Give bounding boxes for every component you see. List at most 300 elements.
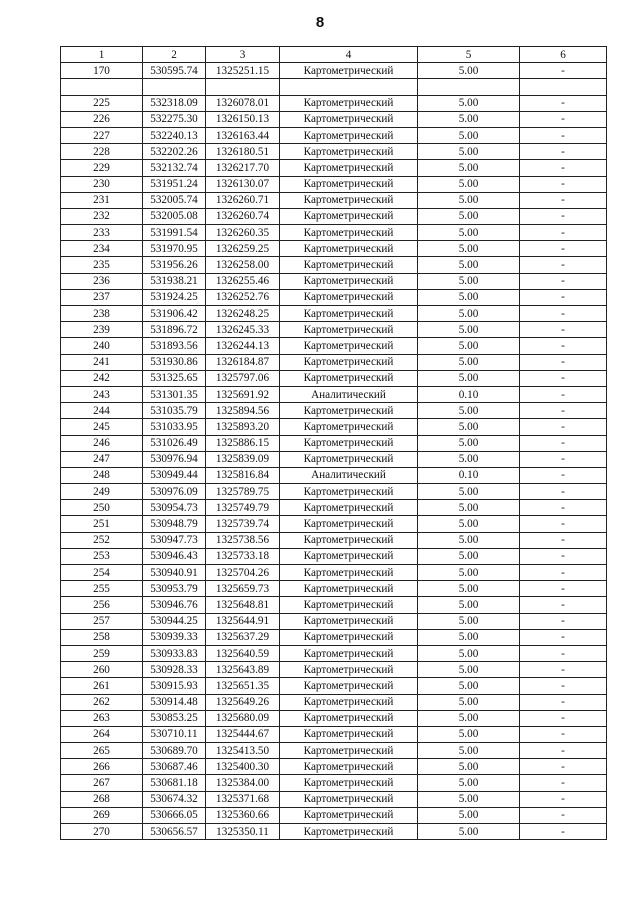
table-cell: 1325816.84 [206, 467, 280, 483]
table-row [61, 726, 607, 742]
table-cell: - [520, 257, 607, 273]
table-cell: 247 [61, 451, 143, 467]
table-row [61, 111, 607, 127]
table-cell: Картометрический [280, 791, 418, 807]
table-cell: 1326078.01 [206, 95, 280, 111]
table-cell: 530946.43 [143, 548, 206, 564]
table-cell: 5.00 [418, 322, 520, 338]
table-cell: 530976.09 [143, 484, 206, 500]
table-cell: 5.00 [418, 710, 520, 726]
table-cell: - [520, 192, 607, 208]
table-cell: 241 [61, 354, 143, 370]
table-cell: 246 [61, 435, 143, 451]
table-cell: 1325789.75 [206, 484, 280, 500]
table-cell: 1326258.00 [206, 257, 280, 273]
table-cell: 5.00 [418, 548, 520, 564]
table-cell: 530914.48 [143, 694, 206, 710]
table-cell: 532202.26 [143, 144, 206, 160]
table-cell: 5.00 [418, 565, 520, 581]
table-cell: 5.00 [418, 338, 520, 354]
table-cell: 5.00 [418, 354, 520, 370]
table-cell: 531938.21 [143, 273, 206, 289]
table-row [61, 370, 607, 386]
table-cell: 269 [61, 807, 143, 823]
table-cell: 259 [61, 645, 143, 661]
table-cell: - [520, 581, 607, 597]
table-row [61, 289, 607, 305]
table-cell: 1325680.09 [206, 710, 280, 726]
table-cell: - [520, 435, 607, 451]
table-cell: Картометрический [280, 144, 418, 160]
table-cell: Картометрический [280, 225, 418, 241]
table-cell: 250 [61, 500, 143, 516]
table-cell: - [520, 241, 607, 257]
table-cell: Картометрический [280, 581, 418, 597]
table-cell: - [520, 338, 607, 354]
table-cell: 228 [61, 144, 143, 160]
table-cell: 1326180.51 [206, 144, 280, 160]
table-row [61, 662, 607, 678]
table-cell: Картометрический [280, 289, 418, 305]
table-cell: - [520, 791, 607, 807]
table-cell: 531893.56 [143, 338, 206, 354]
table-cell: 225 [61, 95, 143, 111]
table-cell: 255 [61, 581, 143, 597]
table-cell [520, 79, 607, 95]
column-header: 4 [280, 47, 418, 63]
table-cell: 530674.32 [143, 791, 206, 807]
table-cell: Картометрический [280, 403, 418, 419]
table-cell: 263 [61, 710, 143, 726]
table-cell: 1325704.26 [206, 565, 280, 581]
table-cell: Картометрический [280, 484, 418, 500]
table-cell: 1325640.59 [206, 645, 280, 661]
table-cell: 1326260.74 [206, 208, 280, 224]
table-row [61, 79, 607, 95]
table-cell: Картометрический [280, 160, 418, 176]
table-cell: Картометрический [280, 662, 418, 678]
table-cell: 5.00 [418, 225, 520, 241]
table-cell: 1326217.70 [206, 160, 280, 176]
table-cell: 1326163.44 [206, 127, 280, 143]
table-cell: 242 [61, 370, 143, 386]
column-header: 1 [61, 47, 143, 63]
table-cell: 239 [61, 322, 143, 338]
table-cell: 243 [61, 386, 143, 402]
table-cell: 268 [61, 791, 143, 807]
table-cell: 1326244.13 [206, 338, 280, 354]
table-cell: 531930.86 [143, 354, 206, 370]
table-cell: 531970.95 [143, 241, 206, 257]
table-cell: 530933.83 [143, 645, 206, 661]
table-cell: 531956.26 [143, 257, 206, 273]
table-cell [61, 79, 143, 95]
table-cell: Картометрический [280, 451, 418, 467]
table-cell: 232 [61, 208, 143, 224]
table-cell: 5.00 [418, 111, 520, 127]
table-row [61, 824, 607, 840]
table-cell: - [520, 565, 607, 581]
table-cell: 530595.74 [143, 63, 206, 79]
table-cell: 532005.08 [143, 208, 206, 224]
table-cell: 530689.70 [143, 743, 206, 759]
table-cell: - [520, 95, 607, 111]
table-cell: 530656.57 [143, 824, 206, 840]
table-cell: - [520, 419, 607, 435]
table-cell: 1325749.79 [206, 500, 280, 516]
table-row [61, 565, 607, 581]
table-cell: Картометрический [280, 257, 418, 273]
coordinates-table [60, 46, 607, 840]
table-cell: 1326184.87 [206, 354, 280, 370]
table-cell: - [520, 516, 607, 532]
table-row [61, 678, 607, 694]
table-row [61, 208, 607, 224]
table-cell: 244 [61, 403, 143, 419]
table-cell: 1325400.30 [206, 759, 280, 775]
table-row [61, 451, 607, 467]
table-cell: - [520, 726, 607, 742]
table-cell: - [520, 775, 607, 791]
table-row [61, 532, 607, 548]
table-cell: 236 [61, 273, 143, 289]
table-cell: 1325738.56 [206, 532, 280, 548]
table-cell: 5.00 [418, 662, 520, 678]
table-cell: Картометрический [280, 548, 418, 564]
table-row [61, 144, 607, 160]
table-cell: 5.00 [418, 597, 520, 613]
table-cell: - [520, 613, 607, 629]
table-row [61, 629, 607, 645]
table-cell: 5.00 [418, 516, 520, 532]
table-cell: Картометрический [280, 694, 418, 710]
table-cell: - [520, 532, 607, 548]
table-cell: 252 [61, 532, 143, 548]
table-cell: Картометрический [280, 613, 418, 629]
table-cell: 1325797.06 [206, 370, 280, 386]
table-cell: 532275.30 [143, 111, 206, 127]
table-cell: 530666.05 [143, 807, 206, 823]
table-cell: 5.00 [418, 241, 520, 257]
table-row [61, 467, 607, 483]
table-cell: Картометрический [280, 726, 418, 742]
table-cell: Картометрический [280, 176, 418, 192]
table-cell: 5.00 [418, 678, 520, 694]
table-row [61, 759, 607, 775]
column-header: 3 [206, 47, 280, 63]
page-number: 8 [315, 14, 325, 31]
table-cell: 1325444.67 [206, 726, 280, 742]
table-row [61, 257, 607, 273]
table-cell: - [520, 160, 607, 176]
table-cell: - [520, 208, 607, 224]
table-cell: 531026.49 [143, 435, 206, 451]
table-cell: 530939.33 [143, 629, 206, 645]
table-cell: - [520, 694, 607, 710]
table-cell: 5.00 [418, 791, 520, 807]
table-row [61, 645, 607, 661]
table-cell: Картометрический [280, 565, 418, 581]
table-cell: 531301.35 [143, 386, 206, 402]
table-cell: 530928.33 [143, 662, 206, 678]
table-cell: - [520, 824, 607, 840]
table-cell: 530947.73 [143, 532, 206, 548]
table-cell: 530946.76 [143, 597, 206, 613]
table-cell: 531896.72 [143, 322, 206, 338]
table-cell: 5.00 [418, 289, 520, 305]
table-cell: Картометрический [280, 338, 418, 354]
table-cell: 530954.73 [143, 500, 206, 516]
table-cell: Картометрический [280, 532, 418, 548]
table-cell: 5.00 [418, 613, 520, 629]
table-cell: 1325651.35 [206, 678, 280, 694]
table-cell: 5.00 [418, 500, 520, 516]
table-cell: 532005.74 [143, 192, 206, 208]
table-cell: 266 [61, 759, 143, 775]
table-cell: Картометрический [280, 775, 418, 791]
table-cell: - [520, 176, 607, 192]
table-cell: 5.00 [418, 532, 520, 548]
table-cell: 1325649.26 [206, 694, 280, 710]
table-cell: 0.10 [418, 467, 520, 483]
table-cell: 531924.25 [143, 289, 206, 305]
table-row [61, 273, 607, 289]
table-cell: 532132.74 [143, 160, 206, 176]
table-cell: Картометрический [280, 322, 418, 338]
table-row [61, 306, 607, 322]
table-cell: 5.00 [418, 370, 520, 386]
table-cell: 1326252.76 [206, 289, 280, 305]
table-cell: 265 [61, 743, 143, 759]
table-cell: - [520, 500, 607, 516]
table-cell: - [520, 273, 607, 289]
table-cell: 1325893.20 [206, 419, 280, 435]
table-row [61, 176, 607, 192]
table-cell: 5.00 [418, 257, 520, 273]
table-row [61, 241, 607, 257]
table-cell: Картометрический [280, 306, 418, 322]
table-cell: 5.00 [418, 403, 520, 419]
table-row [61, 435, 607, 451]
table-cell: 240 [61, 338, 143, 354]
table-cell: 1325839.09 [206, 451, 280, 467]
table-cell: 530687.46 [143, 759, 206, 775]
table-cell: 5.00 [418, 192, 520, 208]
table-row [61, 500, 607, 516]
table-cell: 530940.91 [143, 565, 206, 581]
table-cell: 264 [61, 726, 143, 742]
table-cell: 532240.13 [143, 127, 206, 143]
table-cell: 530949.44 [143, 467, 206, 483]
table-cell: 1326248.25 [206, 306, 280, 322]
table-cell: 530681.18 [143, 775, 206, 791]
table-row [61, 613, 607, 629]
table-cell: 270 [61, 824, 143, 840]
table-cell: 5.00 [418, 807, 520, 823]
table-cell: 530944.25 [143, 613, 206, 629]
table-cell: Картометрический [280, 759, 418, 775]
table-cell: - [520, 354, 607, 370]
table-cell: - [520, 807, 607, 823]
table-cell: 5.00 [418, 63, 520, 79]
table-cell: 530853.25 [143, 710, 206, 726]
table-cell [418, 79, 520, 95]
table-cell: 1325739.74 [206, 516, 280, 532]
table-row [61, 225, 607, 241]
table-cell: 0.10 [418, 386, 520, 402]
table-row [61, 807, 607, 823]
table-cell: 1325251.15 [206, 63, 280, 79]
table-cell: Картометрический [280, 241, 418, 257]
table-cell: 5.00 [418, 176, 520, 192]
column-header: 5 [418, 47, 520, 63]
table-row [61, 63, 607, 79]
table-cell: Картометрический [280, 629, 418, 645]
table-cell [280, 79, 418, 95]
table-row [61, 581, 607, 597]
table-cell: 230 [61, 176, 143, 192]
table-cell: 229 [61, 160, 143, 176]
table-cell: 231 [61, 192, 143, 208]
table-cell: 530710.11 [143, 726, 206, 742]
table-cell: 1325350.11 [206, 824, 280, 840]
table-row [61, 484, 607, 500]
table-cell: Картометрический [280, 192, 418, 208]
table-cell: Картометрический [280, 516, 418, 532]
table-cell: 249 [61, 484, 143, 500]
table-cell: 1325648.81 [206, 597, 280, 613]
table-cell: Картометрический [280, 710, 418, 726]
table-cell: 1325371.68 [206, 791, 280, 807]
table-cell: - [520, 662, 607, 678]
table-cell: 531991.54 [143, 225, 206, 241]
table-row [61, 354, 607, 370]
table-cell: Картометрический [280, 824, 418, 840]
table-cell: 530976.94 [143, 451, 206, 467]
table-cell: 1325886.15 [206, 435, 280, 451]
table-cell: Картометрический [280, 743, 418, 759]
table-cell: 1326130.07 [206, 176, 280, 192]
table-cell: 531906.42 [143, 306, 206, 322]
table-cell: - [520, 759, 607, 775]
table-cell: Картометрический [280, 500, 418, 516]
table-row [61, 419, 607, 435]
table-cell: Картометрический [280, 208, 418, 224]
table-cell: 233 [61, 225, 143, 241]
table-row [61, 694, 607, 710]
table-cell: 256 [61, 597, 143, 613]
table-cell: 531035.79 [143, 403, 206, 419]
table-row [61, 548, 607, 564]
column-header: 6 [520, 47, 607, 63]
table-cell: 5.00 [418, 759, 520, 775]
table-cell: - [520, 322, 607, 338]
table-cell [206, 79, 280, 95]
table-cell: - [520, 289, 607, 305]
table-cell: 5.00 [418, 645, 520, 661]
table-row [61, 160, 607, 176]
table-cell: 5.00 [418, 306, 520, 322]
table-cell: Картометрический [280, 645, 418, 661]
table-header-row [61, 47, 607, 63]
table-cell: 1325637.29 [206, 629, 280, 645]
table-cell: 1325643.89 [206, 662, 280, 678]
table-row [61, 386, 607, 402]
table-cell: 1325894.56 [206, 403, 280, 419]
table-cell: Картометрический [280, 111, 418, 127]
table-cell: - [520, 645, 607, 661]
table-cell: 5.00 [418, 127, 520, 143]
table-cell: 1325413.50 [206, 743, 280, 759]
table-cell: 1326260.71 [206, 192, 280, 208]
table-cell: - [520, 597, 607, 613]
table-cell: 5.00 [418, 208, 520, 224]
table-cell: - [520, 225, 607, 241]
table-cell: 1325733.18 [206, 548, 280, 564]
table-cell: 235 [61, 257, 143, 273]
table-cell: - [520, 484, 607, 500]
table-cell: 531951.24 [143, 176, 206, 192]
table-cell: - [520, 629, 607, 645]
table-row [61, 127, 607, 143]
table-cell: - [520, 386, 607, 402]
table-cell: Картометрический [280, 354, 418, 370]
table-row [61, 710, 607, 726]
table-cell: 234 [61, 241, 143, 257]
table-cell: 1326255.46 [206, 273, 280, 289]
table-cell: 226 [61, 111, 143, 127]
table-cell: Картометрический [280, 597, 418, 613]
table-cell: 530915.93 [143, 678, 206, 694]
table-cell: 261 [61, 678, 143, 694]
table-cell: 253 [61, 548, 143, 564]
table-row [61, 516, 607, 532]
table-cell: 5.00 [418, 743, 520, 759]
table-cell: 530948.79 [143, 516, 206, 532]
table-cell: 238 [61, 306, 143, 322]
table-cell: - [520, 370, 607, 386]
table-cell: - [520, 127, 607, 143]
table-cell: 5.00 [418, 160, 520, 176]
table-cell: Картометрический [280, 419, 418, 435]
table-cell: 254 [61, 565, 143, 581]
table-body [61, 63, 607, 840]
table-cell: - [520, 306, 607, 322]
column-header: 2 [143, 47, 206, 63]
table-cell: 248 [61, 467, 143, 483]
table-cell: Картометрический [280, 807, 418, 823]
table-cell: 237 [61, 289, 143, 305]
table-cell: 170 [61, 63, 143, 79]
table-cell: 5.00 [418, 694, 520, 710]
table-cell: - [520, 548, 607, 564]
table-row [61, 743, 607, 759]
table-cell: 530953.79 [143, 581, 206, 597]
table-cell: 1326150.13 [206, 111, 280, 127]
table-row [61, 322, 607, 338]
table-row [61, 338, 607, 354]
table-cell: 5.00 [418, 144, 520, 160]
table-cell: Картометрический [280, 435, 418, 451]
table-row [61, 597, 607, 613]
table-cell: Аналитический [280, 467, 418, 483]
table-cell: 1325384.00 [206, 775, 280, 791]
table-cell: 1326260.35 [206, 225, 280, 241]
table-cell: 245 [61, 419, 143, 435]
table-cell: 251 [61, 516, 143, 532]
table-cell: 5.00 [418, 451, 520, 467]
table-row [61, 403, 607, 419]
